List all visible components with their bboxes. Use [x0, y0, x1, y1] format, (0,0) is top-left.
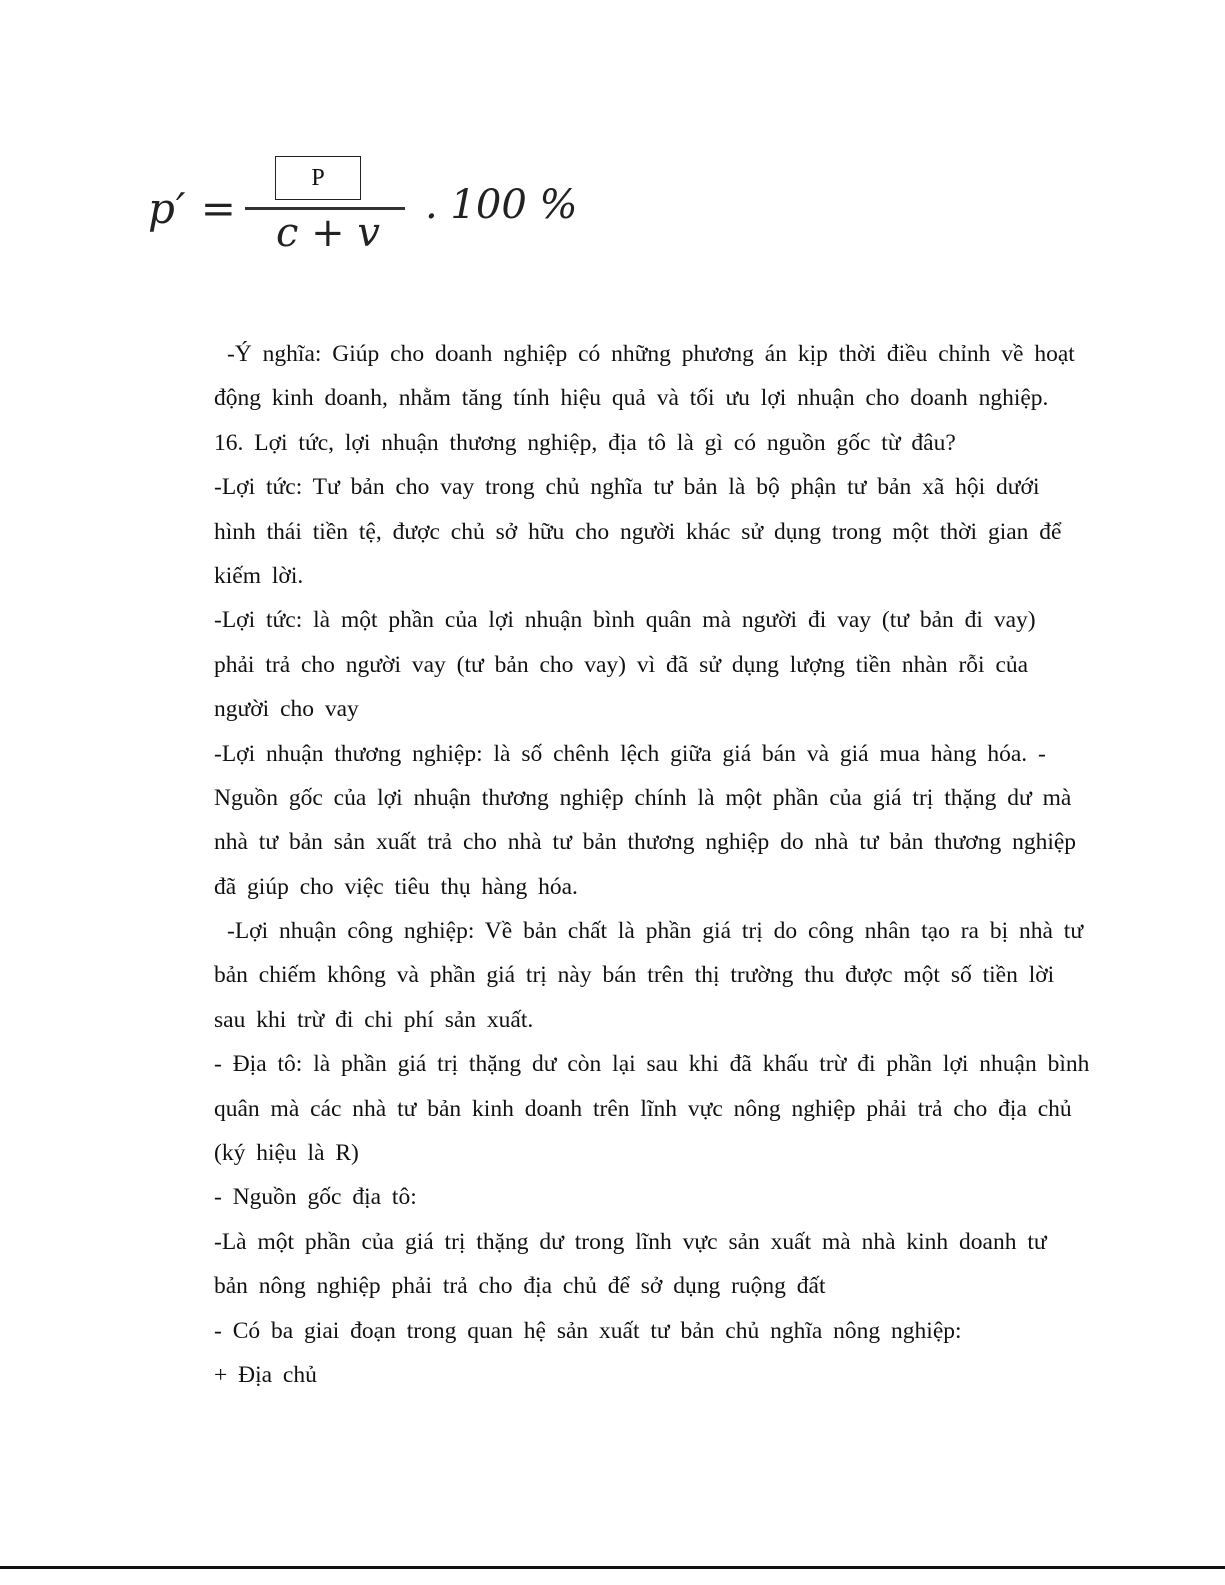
formula-lhs: p′ = — [148, 184, 237, 233]
text-line: kiếm lời. — [214, 562, 304, 589]
text-line: hình thái tiền tệ, được chủ sở hữu cho người khác sử dụng trong một thời gian để — [214, 518, 1062, 545]
text-line: sau khi trừ đi chi phí sản xuất. — [214, 1006, 534, 1033]
text-line: (ký hiệu là R) — [214, 1140, 359, 1167]
text-line: -Lợi tức: là một phần của lợi nhuận bình quân mà người đi vay (tư bản đi vay) — [214, 607, 1036, 634]
profit-rate-formula — [148, 150, 588, 270]
text-line: người cho vay — [214, 696, 359, 723]
formula-multiplier: . 100 % — [425, 182, 578, 228]
text-line: -Lợi nhuận thương nghiệp: là số chênh lệch giữa giá bán và giá mua hàng hóa. - — [214, 740, 1046, 767]
text-line: + Địa chủ — [214, 1361, 317, 1388]
formula-numerator-box: P — [275, 156, 361, 200]
text-line: - Địa tô: là phần giá trị thặng dư còn lại sau khi đã khấu trừ đi phần lợi nhuận bình — [214, 1051, 1090, 1078]
text-line: phải trả cho người vay (tư bản cho vay) vì đã sử dụng lượng tiền nhàn rỗi của — [214, 651, 1029, 678]
text-line: -Lợi nhuận công nghiệp: Về bản chất là phần giá trị do công nhân tạo ra bị nhà tư — [227, 918, 1084, 945]
text-line: Nguồn gốc của lợi nhuận thương nghiệp chính là một phần của giá trị thặng dư mà — [214, 784, 1072, 811]
text-line: động kinh doanh, nhằm tăng tính hiệu quả và tối ưu lợi nhuận cho doanh nghiệp. — [214, 385, 1049, 412]
text-line: quân mà các nhà tư bản kinh doanh trên lĩnh vực nông nghiệp phải trả cho địa chủ — [214, 1095, 1072, 1122]
document-body — [214, 332, 1194, 1397]
text-line: -Lợi tức: Tư bản cho vay trong chủ nghĩa tư bản là bộ phận tư bản xã hội dưới — [214, 474, 1040, 501]
page-bottom-border — [0, 1566, 1225, 1569]
text-line: - Có ba giai đoạn trong quan hệ sản xuất tư bản chủ nghĩa nông nghiệp: — [214, 1317, 962, 1344]
text-line: - Nguồn gốc địa tô: — [214, 1184, 417, 1211]
text-line: đã giúp cho việc tiêu thụ hàng hóa. — [214, 873, 578, 900]
formula-denominator: c + v — [276, 210, 380, 256]
text-line: -Ý nghĩa: Giúp cho doanh nghiệp có những phương án kịp thời điều chỉnh về hoạt — [227, 341, 1075, 367]
text-line: nhà tư bản sản xuất trả cho nhà tư bản thương nghiệp do nhà tư bản thương nghiệp — [214, 829, 1077, 856]
text-line: bản nông nghiệp phải trả cho địa chủ để sở dụng ruộng đất — [214, 1273, 826, 1300]
text-line: bản chiếm không và phần giá trị này bán trên thị trường thu được một số tiền lời — [214, 962, 1055, 989]
text-line: -Là một phần của giá trị thặng dư trong lĩnh vực sản xuất mà nhà kinh doanh tư — [214, 1228, 1047, 1255]
section-heading: 16. Lợi tức, lợi nhuận thương nghiệp, địa tô là gì có nguồn gốc từ đâu? — [214, 429, 956, 456]
